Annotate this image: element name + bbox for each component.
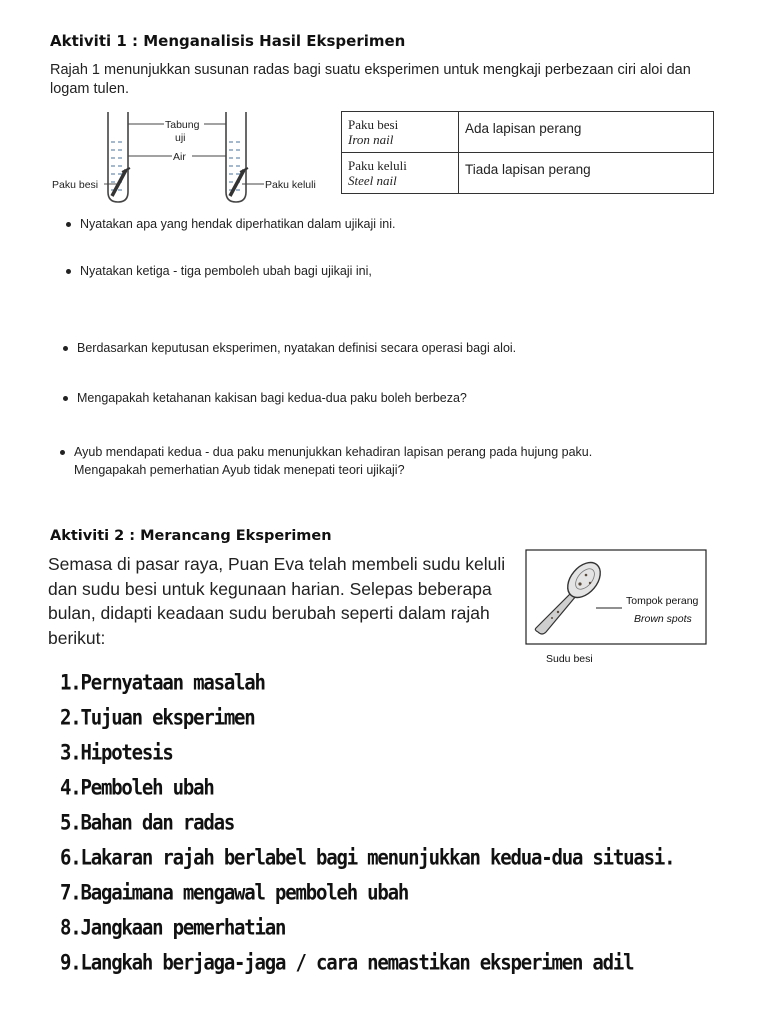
label-paku-besi: Paku besi: [52, 179, 99, 191]
nail-name-english: Steel nail: [348, 173, 397, 188]
list-item: 5.Bahan dan radas: [60, 810, 235, 836]
question-2: Nyatakan ketiga - tiga pemboleh ubah bagi ujikaji ini,: [66, 262, 372, 280]
label-sudu-besi: Sudu besi: [546, 653, 593, 665]
nail-name-english: Iron nail: [348, 132, 394, 147]
question-5: [60, 443, 592, 479]
task-list: [60, 666, 674, 981]
nail-name: Paku besi: [348, 117, 399, 132]
label-uji: uji: [175, 132, 186, 144]
list-item: 7.Bagaimana mengawal pemboleh ubah: [60, 880, 409, 906]
apparatus-diagram: [46, 104, 326, 206]
spoon-figure: [522, 548, 712, 670]
list-item: 9.Langkah berjaga-jaga / cara nemastikan eksperimen adil: [60, 950, 634, 976]
list-item: 2.Tujuan eksperimen: [60, 705, 255, 731]
list-item: 6.Lakaran rajah berlabel bagi menunjukkan kedua-dua situasi.: [60, 845, 675, 871]
question-5-line-1: Ayub mendapati kedua - dua paku menunjukkan kehadiran lapisan perang pada hujung paku.: [74, 445, 593, 459]
label-air: Air: [173, 151, 186, 163]
question-5-line-2: Mengapakah pemerhatian Ayub tidak menepati teori ujikaji?: [74, 463, 405, 477]
list-item: 4.Pemboleh ubah: [60, 775, 214, 801]
label-paku-keluli: Paku keluli: [265, 179, 316, 191]
spoon-icon: [535, 556, 606, 634]
list-item: 3.Hipotesis: [60, 740, 173, 766]
results-table: [341, 111, 714, 194]
label-tompok-perang: Tompok perang: [626, 595, 699, 607]
question-1: Nyatakan apa yang hendak diperhatikan dalam ujikaji ini.: [66, 215, 395, 233]
activity1-title: Aktiviti 1 : Menganalisis Hasil Eksperimen: [50, 32, 406, 50]
label-brown-spots: Brown spots: [634, 613, 692, 625]
nail-name: Paku keluli: [348, 158, 407, 173]
question-3: Berdasarkan keputusan eksperimen, nyatakan definisi secara operasi bagi aloi.: [63, 339, 516, 357]
test-tube-left: [108, 112, 130, 202]
list-item: 8.Jangkaan pemerhatian: [60, 915, 286, 941]
result-cell: Tiada lapisan perang: [459, 153, 714, 194]
table-row: [342, 112, 714, 153]
question-4: Mengapakah ketahanan kakisan bagi kedua-dua paku boleh berbeza?: [63, 389, 467, 407]
nail-name-cell: [342, 112, 459, 153]
label-tabung: Tabung: [165, 119, 200, 131]
activity1-intro: Rajah 1 menunjukkan susunan radas bagi suatu eksperimen untuk mengkaji perbezaan ciri aloi dan logam tulen.: [50, 62, 691, 97]
nail-name-cell: [342, 153, 459, 194]
results-table-wrap: [341, 111, 714, 194]
activity2-title: Aktiviti 2 : Merancang Eksperimen: [50, 528, 332, 544]
activity2-story: Semasa di pasar raya, Puan Eva telah membeli sudu keluli dan sudu besi untuk kegunaan harian. Selepas beberapa bulan, didapti keadaan sudu berubah seperti dalam rajah berikut:: [48, 554, 506, 648]
table-row: [342, 153, 714, 194]
test-tube-right: [226, 112, 248, 202]
list-item: 1.Pernyataan masalah: [60, 670, 265, 696]
result-cell: Ada lapisan perang: [459, 112, 714, 153]
